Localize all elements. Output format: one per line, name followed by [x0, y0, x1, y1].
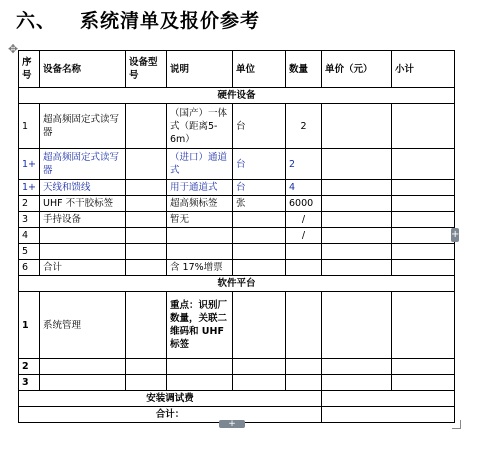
- table-row: [19, 359, 455, 375]
- cell-no: 3: [19, 375, 40, 391]
- hardware-section-row: [19, 88, 455, 104]
- cell-price: [322, 180, 392, 196]
- header-unit: 单位: [233, 51, 286, 88]
- cell-price: [322, 260, 392, 276]
- cell-desc: 暂无: [167, 212, 233, 228]
- cell-name: 合计: [40, 260, 126, 276]
- cell-subtotal: [392, 180, 455, 196]
- cell-subtotal: [392, 244, 455, 260]
- cell-unit: [233, 260, 286, 276]
- table-row: [19, 149, 455, 180]
- move-handle-icon[interactable]: ✥: [7, 42, 19, 56]
- cell-model: [126, 196, 167, 212]
- install-fee-label: 安装调试费: [19, 391, 322, 407]
- cell-subtotal: [392, 292, 455, 359]
- cell-name: [40, 228, 126, 244]
- table-row: [19, 196, 455, 212]
- cell-qty: [286, 260, 322, 276]
- grand-total-value: [322, 407, 455, 423]
- cell-subtotal: [392, 375, 455, 391]
- cell-model: [126, 260, 167, 276]
- cell-desc: [167, 375, 233, 391]
- cell-subtotal: [392, 260, 455, 276]
- software-section-row: [19, 276, 455, 292]
- cell-desc: （国产）一体式（距离5-6m）: [167, 104, 233, 149]
- cell-price: [322, 104, 392, 149]
- cell-no: 2: [19, 359, 40, 375]
- table-row: [19, 292, 455, 359]
- section-heading: [16, 6, 260, 33]
- install-fee-value: [322, 391, 455, 407]
- plus-icon[interactable]: +: [451, 229, 460, 240]
- cell-model: [126, 104, 167, 149]
- cell-no: 6: [19, 260, 40, 276]
- grand-total-label: 合计：: [19, 407, 322, 423]
- cell-unit: [233, 212, 286, 228]
- cell-no: 1: [19, 104, 40, 149]
- install-fee-row: [19, 391, 455, 407]
- cell-unit: 台: [233, 149, 286, 180]
- cell-name: 手持设备: [40, 212, 126, 228]
- cell-desc: [167, 244, 233, 260]
- table-row: [19, 375, 455, 391]
- cell-unit: [233, 375, 286, 391]
- cell-price: [322, 196, 392, 212]
- cell-model: [126, 212, 167, 228]
- cell-qty: [286, 244, 322, 260]
- cell-qty: 2: [286, 149, 322, 180]
- cell-no: 1+: [19, 180, 40, 196]
- cell-desc: （进口）通道式: [167, 149, 233, 180]
- cell-qty: 6000: [286, 196, 322, 212]
- header-desc: 说明: [167, 51, 233, 88]
- cell-model: [126, 180, 167, 196]
- cell-subtotal: [392, 149, 455, 180]
- header-no: 序号: [19, 51, 40, 88]
- cell-desc: [167, 359, 233, 375]
- cell-qty: 2: [286, 104, 322, 149]
- cell-no: 2: [19, 196, 40, 212]
- header-row: [19, 51, 455, 88]
- header-qty: 数量: [286, 51, 322, 88]
- cell-price: [322, 212, 392, 228]
- cell-name: [40, 375, 126, 391]
- cell-name: 系统管理: [40, 292, 126, 359]
- header-price: 单价（元）: [322, 51, 392, 88]
- heading-number: 六、: [16, 10, 57, 32]
- cell-desc: [167, 228, 233, 244]
- cell-qty: 4: [286, 180, 322, 196]
- cell-qty: /: [286, 228, 322, 244]
- header-subtotal: 小计: [392, 51, 455, 88]
- cell-unit: [233, 228, 286, 244]
- quote-table: [18, 50, 455, 423]
- cell-subtotal: [392, 196, 455, 212]
- cell-no: 4: [19, 228, 40, 244]
- cell-subtotal: [392, 359, 455, 375]
- cell-desc: 用于通道式: [167, 180, 233, 196]
- cell-model: [126, 375, 167, 391]
- cell-price: [322, 149, 392, 180]
- table-row: [19, 212, 455, 228]
- cell-name: 超高频固定式读写器: [40, 104, 126, 149]
- table-row: [19, 104, 455, 149]
- header-model: 设备型号: [126, 51, 167, 88]
- cell-unit: [233, 359, 286, 375]
- cell-name: 超高频固定式读写器: [40, 149, 126, 180]
- table-row: [19, 244, 455, 260]
- cell-price: [322, 359, 392, 375]
- cell-no: 1+: [19, 149, 40, 180]
- hardware-section-title: 硬件设备: [19, 88, 455, 104]
- table-row: [19, 180, 455, 196]
- cell-name: UHF 不干胶标签: [40, 196, 126, 212]
- cell-model: [126, 292, 167, 359]
- cell-model: [126, 359, 167, 375]
- cell-price: [322, 292, 392, 359]
- header-name: 设备名称: [40, 51, 126, 88]
- heading-title: 系统清单及报价参考: [80, 10, 261, 32]
- cell-model: [126, 149, 167, 180]
- cell-no: 1: [19, 292, 40, 359]
- table-row: [19, 260, 455, 276]
- cell-subtotal: [392, 104, 455, 149]
- cell-subtotal: [392, 212, 455, 228]
- cell-no: 5: [19, 244, 40, 260]
- software-section-title: 软件平台: [19, 276, 455, 292]
- cell-unit: [233, 292, 286, 359]
- cell-qty: [286, 375, 322, 391]
- cell-desc: 超高频标签: [167, 196, 233, 212]
- cell-model: [126, 244, 167, 260]
- cell-name: [40, 244, 126, 260]
- cell-price: [322, 228, 392, 244]
- cell-no: 3: [19, 212, 40, 228]
- cell-name: [40, 359, 126, 375]
- cell-unit: 张: [233, 196, 286, 212]
- cell-price: [322, 244, 392, 260]
- plus-icon[interactable]: +: [219, 420, 245, 428]
- cell-name: 天线和馈线: [40, 180, 126, 196]
- cell-unit: [233, 244, 286, 260]
- table-row: [19, 228, 455, 244]
- cell-subtotal: [392, 228, 455, 244]
- cell-unit: 台: [233, 104, 286, 149]
- cell-desc: 重点：识别厂数量，关联二维码和 UHF 标签: [167, 292, 233, 359]
- cell-qty: [286, 292, 322, 359]
- resize-handle-icon[interactable]: [452, 420, 461, 429]
- cell-desc: 含 17%增票: [167, 260, 233, 276]
- cell-qty: /: [286, 212, 322, 228]
- cell-unit: 台: [233, 180, 286, 196]
- cell-model: [126, 228, 167, 244]
- cell-qty: [286, 359, 322, 375]
- cell-price: [322, 375, 392, 391]
